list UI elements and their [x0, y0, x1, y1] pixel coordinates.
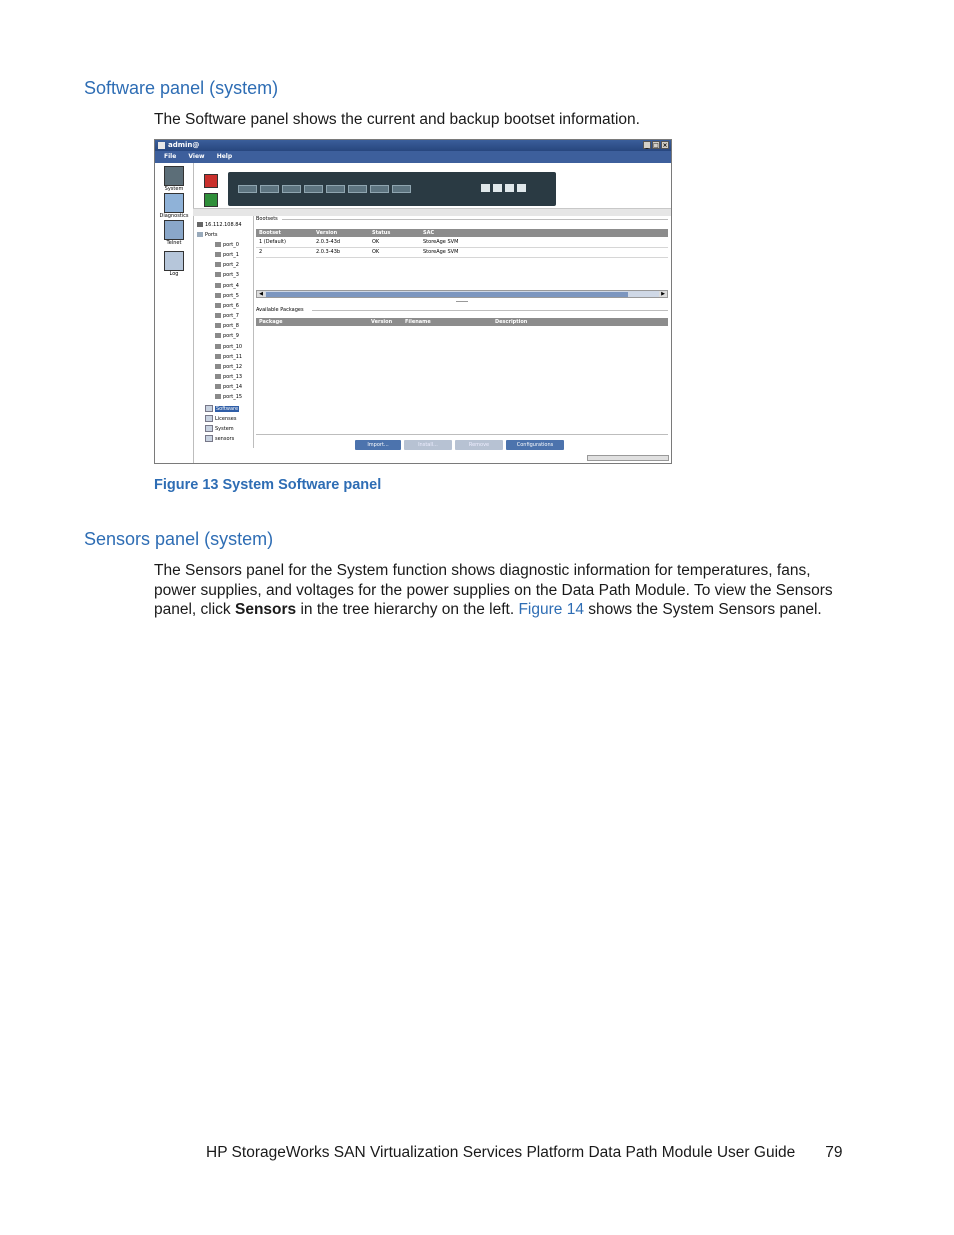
tree-item-port[interactable]: port_15: [215, 394, 242, 400]
port-icon: [215, 364, 221, 369]
page-icon: [205, 425, 213, 432]
tree-root[interactable]: 16.112.108.84: [197, 222, 242, 228]
tree-hierarchy: [195, 216, 254, 448]
tree-item-port[interactable]: port_4: [215, 283, 239, 289]
port-icon: [215, 323, 221, 328]
page-icon: [205, 435, 213, 442]
ethernet-port-icon: [505, 184, 514, 192]
port-icon: [215, 252, 221, 257]
sensors-paragraph: The Sensors panel for the System function shows diagnostic information for temperatures, fans, power supplies, and voltages for the power supplies on the Data Path Module. To view the Sensors panel, click Sensors in the tree hierarchy on the left. Figure 14 shows the System Sensors panel.: [154, 562, 833, 618]
window-icon: [158, 142, 165, 149]
page-icon: [205, 405, 213, 412]
tree-item-port[interactable]: port_13: [215, 374, 242, 380]
software-intro-paragraph: The Software panel shows the current and backup bootset information.: [154, 111, 640, 128]
ethernet-port-icon: [517, 184, 526, 192]
banner-scrollbar[interactable]: [193, 208, 671, 216]
nav-telnet-label: Telnet: [166, 240, 182, 246]
page-number: 79: [825, 1144, 843, 1161]
packages-table-header: Package Version Filename Description: [256, 318, 668, 326]
port-icon: [215, 262, 221, 267]
port-icon: [215, 293, 221, 298]
page-footer: [206, 1144, 843, 1162]
remove-button[interactable]: Remove: [455, 440, 503, 450]
port-icon: [215, 354, 221, 359]
nav-system[interactable]: [158, 166, 190, 192]
page-icon: [205, 415, 213, 422]
tree-item-port[interactable]: port_8: [215, 323, 239, 329]
window-title: admin@: [168, 141, 200, 149]
fc-ports: [238, 185, 411, 193]
menu-bar: [155, 151, 671, 163]
log-icon: [164, 251, 184, 271]
close-icon[interactable]: ×: [662, 142, 668, 149]
port-icon: [215, 344, 221, 349]
table-row[interactable]: 2 2.0.3-43b OK StoreAge SVM: [256, 247, 668, 258]
scroll-left-icon[interactable]: ◀: [257, 291, 265, 297]
device-banner: [194, 163, 671, 208]
port-icon: [215, 384, 221, 389]
tree-item-port[interactable]: port_14: [215, 384, 242, 390]
bootsets-table-header: Bootset Version Status SAC: [256, 229, 668, 237]
tree-item-port[interactable]: port_1: [215, 252, 239, 258]
nav-log-label: Log: [169, 271, 179, 277]
nav-diagnostics-label: Diagnostics: [159, 213, 189, 219]
tree-item-port[interactable]: port_7: [215, 313, 239, 319]
tree-item-port[interactable]: port_12: [215, 364, 242, 370]
data-path-module-image: [228, 172, 556, 206]
install-button[interactable]: Install...: [404, 440, 452, 450]
tree-item-port[interactable]: port_10: [215, 344, 242, 350]
menu-file[interactable]: File: [164, 153, 177, 160]
sensors-bold-term: Sensors: [234, 601, 297, 618]
maximize-icon[interactable]: □: [653, 142, 659, 149]
tree-item-system[interactable]: System: [205, 425, 234, 432]
scroll-right-icon[interactable]: ▶: [659, 291, 667, 297]
port-icon: [215, 333, 221, 338]
port-icon: [215, 283, 221, 288]
tree-item-sensors[interactable]: sensors: [205, 435, 234, 442]
port-icon: [215, 374, 221, 379]
tree-item-port[interactable]: port_5: [215, 293, 239, 299]
action-buttons: [355, 440, 564, 450]
packages-group-label: Available Packages: [256, 307, 304, 313]
port-icon: [215, 272, 221, 277]
scroll-thumb[interactable]: [266, 292, 628, 297]
telnet-icon: [164, 220, 184, 240]
menu-view[interactable]: View: [188, 153, 205, 160]
system-software-screenshot: [154, 139, 672, 464]
system-icon: [164, 166, 184, 186]
import-button[interactable]: Import...: [355, 440, 401, 450]
figure-14-link[interactable]: Figure 14: [518, 601, 584, 618]
port-icon: [215, 394, 221, 399]
menu-help[interactable]: Help: [216, 153, 233, 160]
tree-item-port[interactable]: port_3: [215, 272, 239, 278]
download-icon[interactable]: [204, 193, 218, 207]
tree-item-port[interactable]: port_9: [215, 333, 239, 339]
section-heading-sensors: Sensors panel (system): [84, 529, 274, 549]
bootsets-group-label: Bootsets: [256, 216, 278, 222]
tree-item-port[interactable]: port_0: [215, 242, 239, 248]
stop-icon[interactable]: [204, 174, 218, 188]
tree-item-port[interactable]: port_6: [215, 303, 239, 309]
tree-item-licenses[interactable]: Licenses: [205, 415, 236, 422]
status-bar: [587, 455, 669, 461]
nav-telnet[interactable]: [158, 220, 190, 246]
left-navigation: [155, 163, 194, 463]
nav-log[interactable]: [158, 251, 190, 277]
footer-guide-title: HP StorageWorks SAN Virtualization Services Platform Data Path Module User Guide: [206, 1144, 796, 1161]
ethernet-port-icon: [481, 184, 490, 192]
nav-diagnostics[interactable]: [158, 193, 190, 219]
tree-item-software[interactable]: Software: [205, 405, 239, 412]
port-icon: [215, 313, 221, 318]
figure-caption: Figure 13 System Software panel: [154, 477, 382, 493]
port-icon: [215, 303, 221, 308]
ethernet-port-icon: [493, 184, 502, 192]
nav-system-label: System: [164, 186, 184, 192]
tree-item-port[interactable]: port_11: [215, 354, 242, 360]
section-heading-software: Software panel (system): [84, 78, 279, 98]
diagnostics-icon: [164, 193, 184, 213]
port-icon: [215, 242, 221, 247]
configurations-button[interactable]: Configurations: [506, 440, 564, 450]
window-titlebar: [155, 140, 671, 151]
minimize-icon[interactable]: _: [643, 141, 651, 149]
tree-item-port[interactable]: port_2: [215, 262, 239, 268]
table-row[interactable]: 1 (Default) 2.0.3-43d OK StoreAge SVM: [256, 237, 668, 248]
bootsets-hscrollbar[interactable]: [256, 290, 668, 298]
tree-ports[interactable]: Ports: [197, 232, 218, 238]
